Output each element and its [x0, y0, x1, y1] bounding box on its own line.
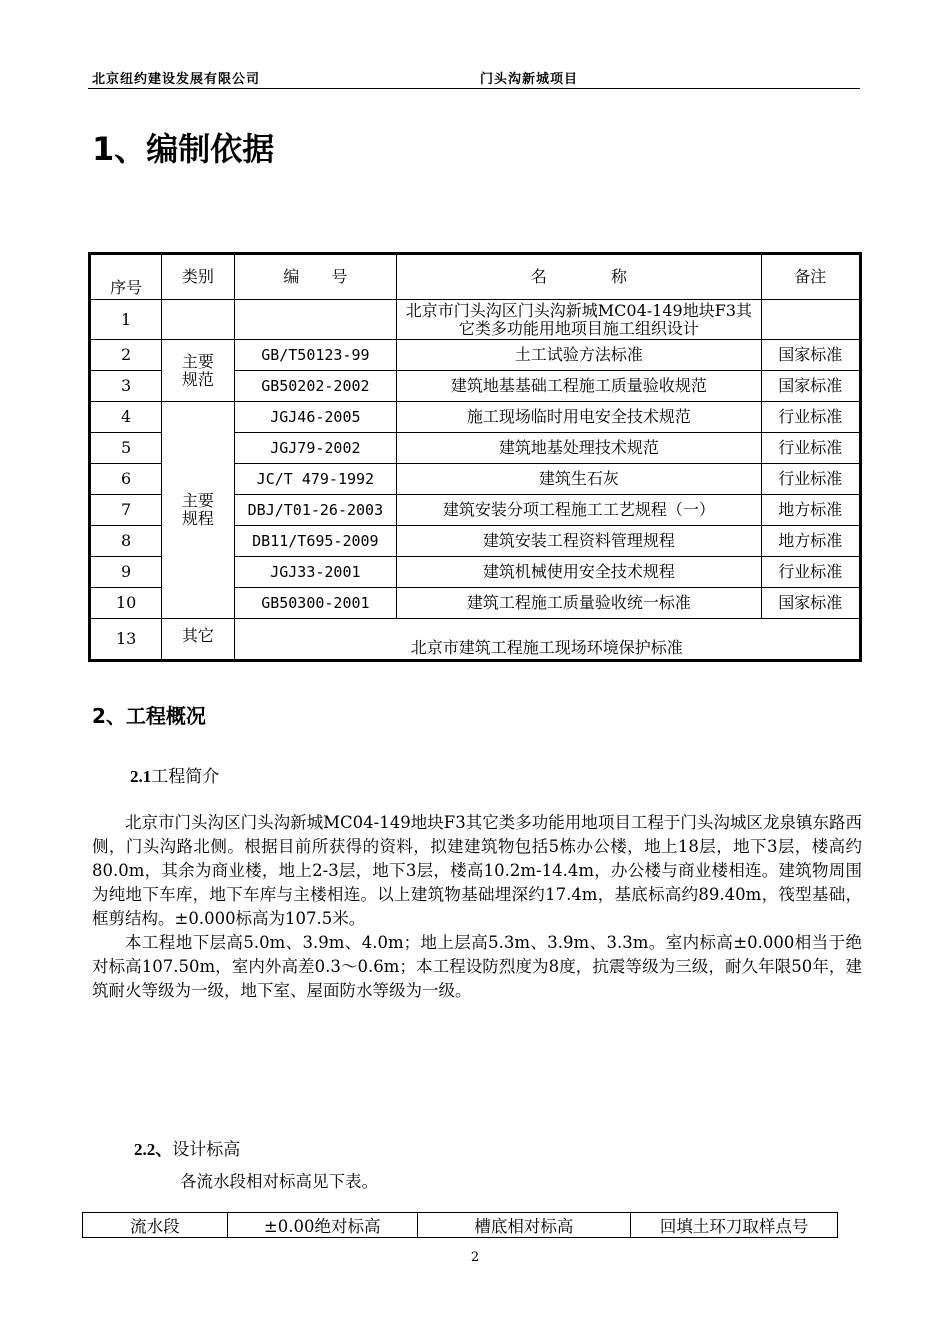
header-code: 编 号 — [234, 254, 397, 300]
table-row — [90, 619, 861, 661]
header-name: 名 称 — [397, 254, 761, 300]
levels-header-sample: 回填土环刀取样点号 — [631, 1213, 838, 1238]
section-2-2-number: 2.2、 — [134, 1140, 173, 1159]
row-code: JGJ79-2002 — [234, 433, 397, 464]
paragraph-overview: 北京市门头沟区门头沟新城MC04-149地块F3其它类多功能用地项目工程于门头沟城区龙泉镇东路西侧，门头沟路北侧。根据目前所获得的资料，拟建建筑物包括5栋办公楼，地上18层，地下3层，楼高约80.0m，其余为商业楼，地上2-3层，地下3层，楼高10.2m-14.4m，办公楼与商业楼相连。建筑物周围为纯地下车库，地下车库与主楼相连。以上建筑物基础埋深约17.4m，基底标高约89.40m，筏型基础，框剪结构。±0.000标高为107.5米。 — [92, 813, 862, 928]
header-project: 门头沟新城项目 — [480, 72, 579, 87]
section-2-2-title: 设计标高 — [172, 1140, 241, 1160]
row-remark — [761, 300, 860, 340]
levels-table-header — [83, 1213, 838, 1238]
header-seq: 序号 — [90, 254, 162, 300]
row-seq: 3 — [90, 371, 162, 402]
row-name: 建筑安装工程资料管理规程 — [397, 526, 761, 557]
group-main-spec — [162, 340, 234, 402]
row-name: 建筑工程施工质量验收统一标准 — [397, 588, 761, 619]
row-remark: 地方标准 — [761, 526, 860, 557]
paragraph-levels: 本工程地下层高5.0m、3.9m、4.0m；地上层高5.3m、3.9m、3.3m。室内标高±0.000相当于绝对标高107.50m，室内外高差0.3～0.6m；本工程设防烈度为8度，抗震等级为三级，耐久年限50年，建筑耐火等级为一级，地下室、屋面防水等级为一级。 — [92, 933, 862, 1000]
header-company: 北京纽约建设发展有限公司 — [92, 72, 261, 87]
row-name: 建筑地基处理技术规范 — [397, 433, 761, 464]
table-row — [90, 340, 861, 371]
row-remark: 国家标准 — [761, 588, 860, 619]
row-name: 建筑地基基础工程施工质量验收规范 — [397, 371, 761, 402]
levels-header-absolute: ±0.00绝对标高 — [227, 1213, 417, 1238]
basis-table — [88, 252, 862, 662]
row-code: DBJ/T01-26-2003 — [234, 495, 397, 526]
table-row — [90, 402, 861, 433]
basis-table-header — [90, 254, 861, 300]
row-code — [234, 300, 397, 340]
row-remark: 国家标准 — [761, 340, 860, 371]
row-seq: 7 — [90, 495, 162, 526]
group-label: 主要规程 — [181, 491, 214, 528]
row-code: GB/T50123-99 — [234, 340, 397, 371]
row-code: JGJ46-2005 — [234, 402, 397, 433]
row-seq: 5 — [90, 433, 162, 464]
section-2-1-title: 工程简介 — [151, 767, 220, 787]
group-main-proc — [162, 402, 234, 619]
row-seq: 10 — [90, 588, 162, 619]
row-remark: 地方标准 — [761, 495, 860, 526]
section-2-2-intro: 各流水段相对标高见下表。 — [180, 1172, 378, 1191]
row-code: JGJ33-2001 — [234, 557, 397, 588]
row-seq: 8 — [90, 526, 162, 557]
group-other: 其它 — [162, 619, 234, 661]
row-name: 土工试验方法标准 — [397, 340, 761, 371]
row-name: 建筑生石灰 — [397, 464, 761, 495]
row-code: DB11/T695-2009 — [234, 526, 397, 557]
row-seq: 6 — [90, 464, 162, 495]
header-rule — [88, 88, 860, 89]
row-name: 北京市建筑工程施工现场环境保护标准 — [234, 619, 860, 661]
section-1-title: 1、编制依据 — [92, 130, 275, 168]
row-code: GB50300-2001 — [234, 588, 397, 619]
row-name: 建筑机械使用安全技术规程 — [397, 557, 761, 588]
row-seq: 1 — [90, 300, 162, 340]
row-name: 北京市门头沟区门头沟新城MC04-149地块F3其它类多功能用地项目施工组织设计 — [397, 300, 761, 340]
header-category: 类别 — [162, 254, 234, 300]
section-2-title: 2、工程概况 — [92, 704, 206, 728]
levels-header-trench: 槽底相对标高 — [417, 1213, 631, 1238]
row-remark: 行业标准 — [761, 433, 860, 464]
row-remark: 行业标准 — [761, 402, 860, 433]
row-code: GB50202-2002 — [234, 371, 397, 402]
table-row — [90, 300, 861, 340]
header-remark: 备注 — [761, 254, 860, 300]
section-2-2-heading — [134, 1135, 240, 1160]
row-remark: 行业标准 — [761, 557, 860, 588]
row-remark: 行业标准 — [761, 464, 860, 495]
row-remark: 国家标准 — [761, 371, 860, 402]
section-2-1-number: 2.1 — [130, 767, 152, 786]
row-seq: 9 — [90, 557, 162, 588]
page-number: 2 — [470, 1250, 480, 1265]
row-name: 建筑安装分项工程施工工艺规程（一） — [397, 495, 761, 526]
row-seq: 4 — [90, 402, 162, 433]
levels-table — [82, 1212, 838, 1238]
row-seq: 13 — [90, 619, 162, 661]
row-name: 施工现场临时用电安全技术规范 — [397, 402, 761, 433]
row-seq: 2 — [90, 340, 162, 371]
section-2-1-heading — [130, 762, 219, 787]
levels-header-segment: 流水段 — [83, 1213, 228, 1238]
row-category — [162, 300, 234, 340]
group-label: 主要规范 — [181, 351, 214, 389]
row-code: JC/T 479-1992 — [234, 464, 397, 495]
